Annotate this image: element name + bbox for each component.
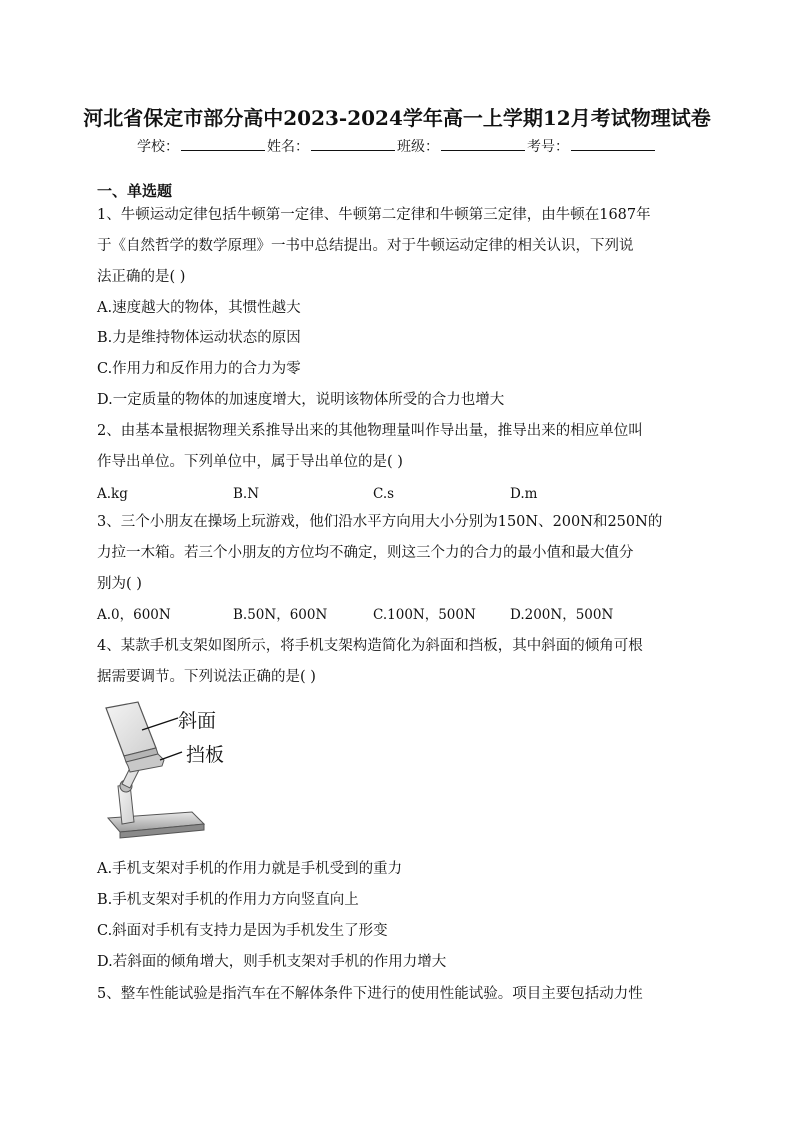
- q1-option-c: C.作用力和反作用力的合力为零: [97, 361, 301, 377]
- student-info-row: [0, 136, 794, 156]
- class-label: 班级：: [397, 139, 439, 155]
- q4-line-1: 4、某款手机支架如图所示，将手机支架构造简化为斜面和挡板，其中斜面的倾角可根: [97, 638, 643, 654]
- q4-line-2: 据需要调节。下列说法正确的是( ): [97, 669, 316, 685]
- q2-option-b: B.N: [233, 486, 260, 502]
- section-heading: 一、单选题: [97, 182, 173, 200]
- phone-stand-figure: [100, 700, 260, 842]
- slope-pointer: [142, 718, 178, 730]
- q3-option-b: B.50N，600N: [233, 607, 328, 623]
- q2-option-d: D.m: [510, 486, 538, 502]
- baffle-pointer: [160, 752, 182, 760]
- q1-line-2: 于《自然哲学的数学原理》一书中总结提出。对于牛顿运动定律的相关认识，下列说: [97, 238, 634, 254]
- q3-line-3: 别为( ): [97, 576, 142, 592]
- q4-option-b: B.手机支架对手机的作用力方向竖直向上: [97, 892, 359, 908]
- number-label: 考号：: [527, 139, 569, 155]
- slope-label: 斜面: [178, 710, 217, 732]
- baffle-label: 挡板: [186, 744, 225, 766]
- q1-option-b: B.力是维持物体运动状态的原因: [97, 330, 301, 346]
- name-label: 姓名：: [267, 139, 309, 155]
- q3-option-a: A.0，600N: [97, 607, 171, 623]
- q3-line-1: 3、三个小朋友在操场上玩游戏，他们沿水平方向用大小分别为150N、200N和250N的: [97, 514, 663, 530]
- q1-option-d: D.一定质量的物体的加速度增大，说明该物体所受的合力也增大: [97, 392, 505, 408]
- q3-line-2: 力拉一木箱。若三个小朋友的方位均不确定，则这三个力的合力的最小值和最大值分: [97, 545, 634, 561]
- q1-line-3: 法正确的是( ): [97, 269, 186, 285]
- school-label: 学校：: [137, 139, 179, 155]
- q3-option-c: C.100N，500N: [373, 607, 476, 623]
- q4-option-a: A.手机支架对手机的作用力就是手机受到的重力: [97, 861, 403, 877]
- q3-option-d: D.200N，500N: [510, 607, 614, 623]
- q2-option-c: C.s: [373, 486, 395, 502]
- q2-option-a: A.kg: [97, 486, 128, 502]
- school-blank[interactable]: [181, 138, 265, 151]
- q4-option-c: C.斜面对手机有支持力是因为手机发生了形变: [97, 923, 388, 939]
- q5-line-1: 5、整车性能试验是指汽车在不解体条件下进行的使用性能试验。项目主要包括动力性: [97, 986, 643, 1002]
- q2-line-2: 作导出单位。下列单位中，属于导出单位的是( ): [97, 454, 403, 470]
- q1-option-a: A.速度越大的物体，其惯性越大: [97, 300, 301, 316]
- q1-line-1: 1、牛顿运动定律包括牛顿第一定律、牛顿第二定律和牛顿第三定律，由牛顿在1687年: [97, 207, 651, 223]
- q2-line-1: 2、由基本量根据物理关系推导出来的其他物理量叫作导出量，推导出来的相应单位叫: [97, 423, 643, 439]
- q4-option-d: D.若斜面的倾角增大，则手机支架对手机的作用力增大: [97, 954, 447, 970]
- number-blank[interactable]: [571, 138, 655, 151]
- exam-title: 河北省保定市部分高中2023-2024学年高一上学期12月考试物理试卷: [83, 106, 711, 130]
- class-blank[interactable]: [441, 138, 525, 151]
- name-blank[interactable]: [311, 138, 395, 151]
